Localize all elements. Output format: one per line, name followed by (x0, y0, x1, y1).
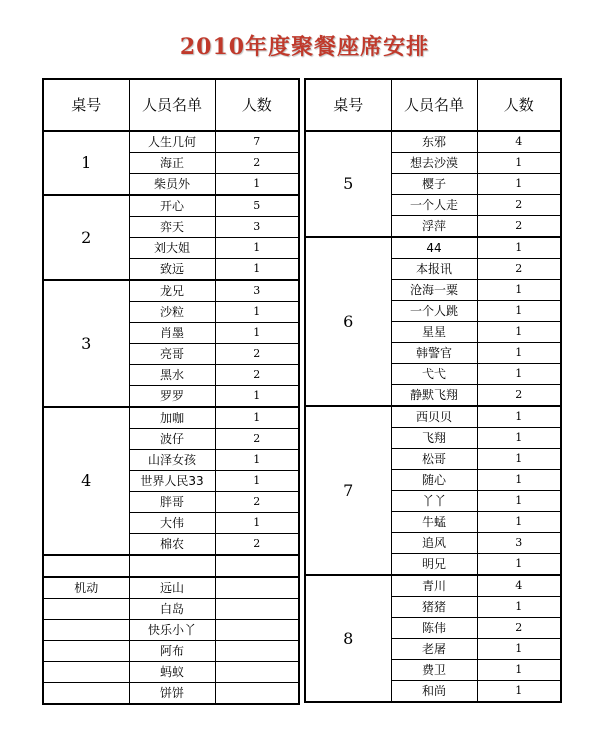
person-name: 和尚 (391, 681, 477, 703)
person-name: 阿布 (129, 641, 215, 662)
header-names: 人员名单 (391, 79, 477, 131)
person-count: 1 (215, 450, 299, 471)
person-name: 弈天 (129, 217, 215, 238)
person-count: 1 (215, 174, 299, 196)
person-name: 刘大姐 (129, 238, 215, 259)
person-name: 韩警官 (391, 343, 477, 364)
table-row (43, 407, 299, 429)
person-count: 5 (215, 195, 299, 217)
person-name: 亮哥 (129, 344, 215, 365)
blank-cell (43, 599, 129, 620)
table-number: 3 (43, 280, 129, 407)
person-count (215, 662, 299, 683)
person-count: 1 (477, 343, 561, 364)
person-count: 1 (477, 470, 561, 491)
person-name: 想去沙漠 (391, 153, 477, 174)
person-count (215, 620, 299, 641)
header-names: 人员名单 (129, 79, 215, 131)
header-table-no: 桌号 (305, 79, 391, 131)
person-count (215, 555, 299, 577)
person-count: 2 (477, 216, 561, 238)
table-row (43, 662, 299, 683)
person-count: 3 (477, 533, 561, 554)
person-count: 2 (477, 385, 561, 407)
person-count: 1 (477, 660, 561, 681)
table-row (305, 406, 561, 428)
person-name: 白岛 (129, 599, 215, 620)
blank-cell (43, 641, 129, 662)
person-name: 胖哥 (129, 492, 215, 513)
person-count: 2 (215, 534, 299, 556)
person-count (215, 641, 299, 662)
table-row (43, 280, 299, 302)
person-name: 随心 (391, 470, 477, 491)
person-count: 1 (215, 471, 299, 492)
person-count: 1 (215, 238, 299, 259)
seating-table-left (42, 78, 300, 705)
person-name: 飞翔 (391, 428, 477, 449)
table-number: 5 (305, 131, 391, 237)
table-number: 8 (305, 575, 391, 702)
person-count: 2 (215, 344, 299, 365)
header-table-no: 桌号 (43, 79, 129, 131)
table-row (43, 555, 299, 577)
person-name: 东邪 (391, 131, 477, 153)
table-row (43, 620, 299, 641)
person-name: 樱子 (391, 174, 477, 195)
person-count: 1 (477, 428, 561, 449)
person-count: 3 (215, 217, 299, 238)
person-name: 山泽女孩 (129, 450, 215, 471)
person-count: 1 (477, 639, 561, 660)
person-name: 沧海一粟 (391, 280, 477, 301)
table-number: 1 (43, 131, 129, 195)
page-title: 2010年度聚餐座席安排 (179, 34, 430, 60)
person-name: 青川 (391, 575, 477, 597)
person-count: 1 (477, 449, 561, 470)
person-count: 2 (215, 429, 299, 450)
table-row (43, 683, 299, 705)
person-name: 人生几何 (129, 131, 215, 153)
person-count: 1 (215, 302, 299, 323)
table-row (43, 599, 299, 620)
person-count: 1 (477, 491, 561, 512)
table-row (43, 195, 299, 217)
person-name: 追风 (391, 533, 477, 554)
person-name: 柴员外 (129, 174, 215, 196)
person-name: 丫丫 (391, 491, 477, 512)
person-name: 蚂蚁 (129, 662, 215, 683)
person-count (215, 577, 299, 599)
person-name: 老屠 (391, 639, 477, 660)
person-name: 快乐小丫 (129, 620, 215, 641)
person-name: 西贝贝 (391, 406, 477, 428)
person-name: 44 (391, 237, 477, 259)
person-count (215, 599, 299, 620)
person-name: 猪猪 (391, 597, 477, 618)
person-name: 海正 (129, 153, 215, 174)
table-number: 2 (43, 195, 129, 280)
person-name: 肖墨 (129, 323, 215, 344)
person-name: 一个人跳 (391, 301, 477, 322)
person-name: 远山 (129, 577, 215, 599)
person-count: 1 (477, 153, 561, 174)
person-name: 星星 (391, 322, 477, 343)
table-row (305, 131, 561, 153)
person-count: 1 (215, 407, 299, 429)
person-count: 2 (215, 365, 299, 386)
person-name: 致远 (129, 259, 215, 281)
person-name: 浮萍 (391, 216, 477, 238)
table-row (305, 575, 561, 597)
person-count: 1 (477, 237, 561, 259)
person-name: 龙兄 (129, 280, 215, 302)
person-name: 陈伟 (391, 618, 477, 639)
person-name: 沙粒 (129, 302, 215, 323)
blank-cell (43, 662, 129, 683)
person-count: 4 (477, 575, 561, 597)
person-name: 牛蜢 (391, 512, 477, 533)
seating-table-right (304, 78, 562, 703)
person-count: 1 (477, 364, 561, 385)
person-count: 1 (477, 322, 561, 343)
person-name: 松哥 (391, 449, 477, 470)
person-count: 1 (215, 259, 299, 281)
person-name (129, 555, 215, 577)
blank-cell (43, 555, 129, 577)
person-count: 1 (477, 554, 561, 576)
person-name: 弋弋 (391, 364, 477, 385)
person-name: 棉农 (129, 534, 215, 556)
person-count: 2 (477, 618, 561, 639)
header-count: 人数 (215, 79, 299, 131)
header-row (305, 79, 561, 131)
person-count: 1 (477, 597, 561, 618)
person-count: 1 (215, 386, 299, 408)
blank-cell (43, 620, 129, 641)
person-count: 2 (215, 492, 299, 513)
person-count: 1 (215, 323, 299, 344)
header-row (43, 79, 299, 131)
person-count: 2 (215, 153, 299, 174)
person-name: 一个人走 (391, 195, 477, 216)
person-count: 2 (477, 259, 561, 280)
table-row (43, 131, 299, 153)
person-name: 波仔 (129, 429, 215, 450)
person-count: 1 (477, 280, 561, 301)
person-count: 3 (215, 280, 299, 302)
table-number: 6 (305, 237, 391, 406)
person-name: 世界人民33 (129, 471, 215, 492)
person-name: 黑水 (129, 365, 215, 386)
person-name: 大伟 (129, 513, 215, 534)
person-name: 罗罗 (129, 386, 215, 408)
person-count (215, 683, 299, 705)
person-name: 本报讯 (391, 259, 477, 280)
person-name: 开心 (129, 195, 215, 217)
person-name: 明兄 (391, 554, 477, 576)
person-name: 费卫 (391, 660, 477, 681)
person-count: 1 (477, 301, 561, 322)
person-count: 1 (215, 513, 299, 534)
person-name: 加咖 (129, 407, 215, 429)
person-count: 4 (477, 131, 561, 153)
table-row (43, 577, 299, 599)
person-count: 1 (477, 512, 561, 533)
person-count: 1 (477, 681, 561, 703)
table-row (43, 641, 299, 662)
table-row (305, 237, 561, 259)
person-count: 7 (215, 131, 299, 153)
person-count: 1 (477, 406, 561, 428)
seating-tables (42, 78, 560, 708)
flex-group-label: 机动 (43, 577, 129, 599)
person-count: 2 (477, 195, 561, 216)
table-number: 4 (43, 407, 129, 555)
table-number: 7 (305, 406, 391, 575)
person-name: 饼饼 (129, 683, 215, 705)
header-count: 人数 (477, 79, 561, 131)
person-count: 1 (477, 174, 561, 195)
blank-cell (43, 683, 129, 705)
person-name: 静默飞翔 (391, 385, 477, 407)
